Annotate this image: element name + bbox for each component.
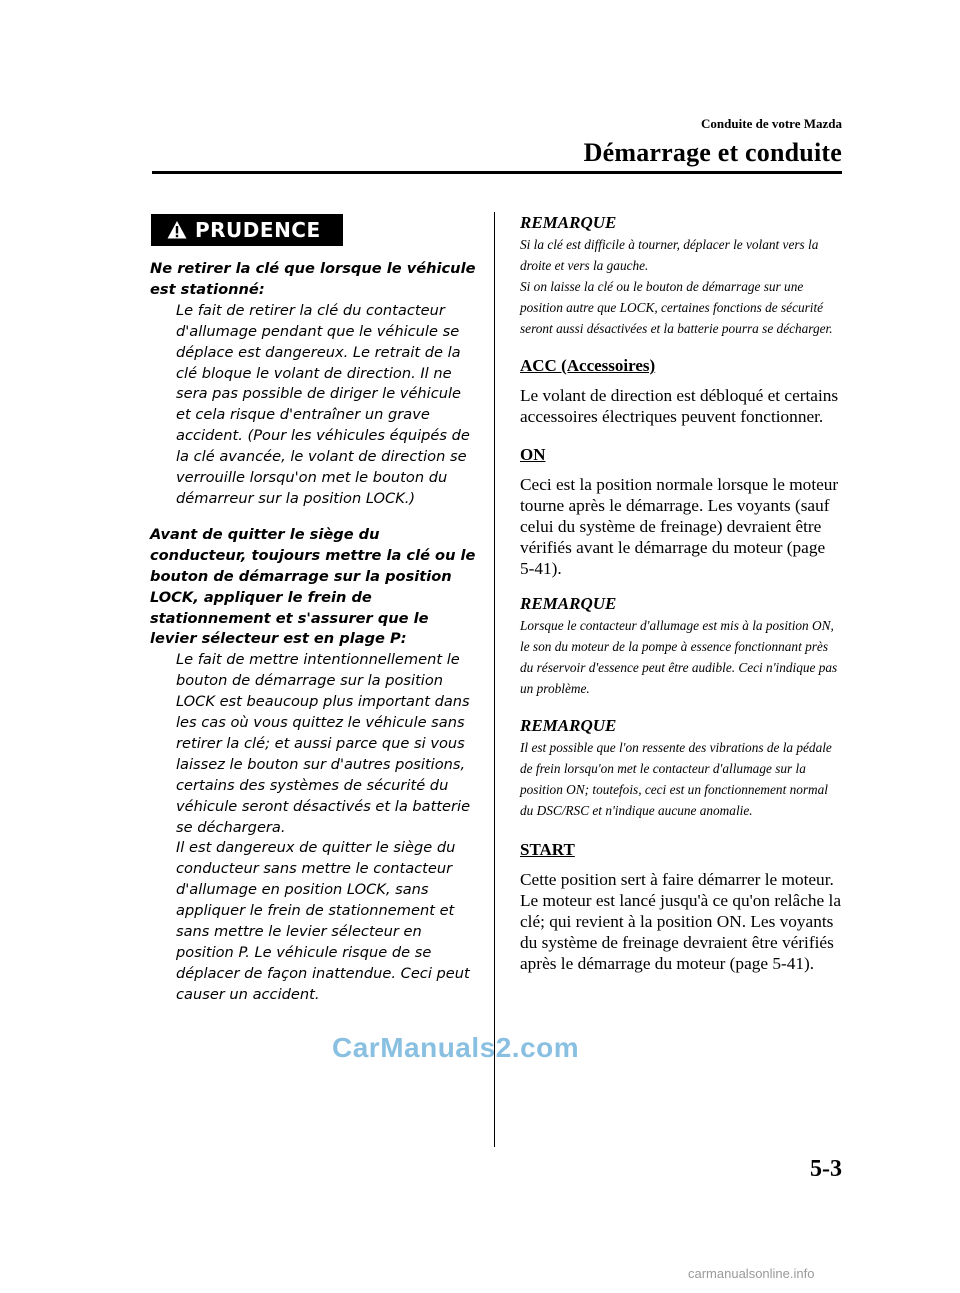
remarque-text: Si la clé est difficile à tourner, déplacer le volant vers la droite et vers la gauche. [520, 237, 819, 273]
caution-text-block [150, 259, 478, 1006]
start-heading: START [520, 840, 575, 859]
caution-body-2a: Le fait de mettre intentionnellement le bouton de démarrage sur la position LOCK est beaucoup plus important dans les cas où vous quittez le véhicule sans retirer la clé; et aussi parce que si vous laissez le bouton sur d'autres positions, certains des systèmes de sécurité du véhicule seront désactivés et la batterie se déchargera. [176, 651, 471, 836]
page-number: 5-3 [810, 1156, 842, 1182]
section-title: Conduite de votre Mazda [701, 116, 842, 131]
caution-heading-2: Avant de quitter le siège du conducteur, toujours mettre la clé ou le bouton de démarrage sur la position LOCK, appliquer le frein de stationnement et s'assurer que le levier sélecteur est en plage P: [150, 525, 476, 648]
remarque-title: REMARQUE [520, 594, 617, 613]
caution-label: PRUDENCE [195, 218, 321, 242]
main-column [520, 212, 842, 974]
caution-body-1: Le fait de retirer la clé du contacteur d'allumage pendant que le véhicule se déplace est dangereux. Le retrait de la clé bloque le volant de direction. Il ne sera pas possible de diriger le véhicule et cela risque d'entraîner un grave accident. (Pour les véhicules équipés de la clé avancée, le volant de direction se verrouille lorsqu'on met le bouton du démarreur sur la position LOCK.) [176, 301, 470, 507]
caution-banner [151, 214, 343, 246]
footer-watermark: carmanualsonline.info [688, 1266, 815, 1281]
running-header [480, 116, 842, 168]
header-rule [152, 171, 842, 174]
caution-heading-1: Ne retirer la clé que lorsque le véhicule est stationné: [150, 260, 476, 298]
column-divider [494, 212, 495, 1147]
acc-heading: ACC (Accessoires) [520, 356, 656, 375]
caution-column [150, 214, 478, 1006]
remarque-text: Il est possible que l'on ressente des vibrations de la pédale de frein lorsqu'on met le contacteur d'allumage sur la position ON; toutefois, ceci est un fonctionnement normal du DSC/RSC et n'indique aucune anomalie. [520, 740, 832, 818]
caution-body-2b: Il est dangereux de quitter le siège du conducteur sans mettre le contacteur d'allumage en position LOCK, sans appliquer le frein de stationnement et sans mettre le levier sélecteur en position P. Le véhicule risque de se déplacer de façon inattendue. Ceci peut causer un accident. [176, 839, 470, 1003]
acc-text: Le volant de direction est débloqué et certains accessoires électriques peuvent fonctionner. [520, 386, 839, 426]
chapter-title: Démarrage et conduite [583, 138, 842, 167]
remarque-title: REMARQUE [520, 213, 617, 232]
remarque-title: REMARQUE [520, 716, 617, 735]
watermark: CarManuals2.com [332, 1032, 580, 1063]
on-heading: ON [520, 445, 546, 464]
remarque-text: Lorsque le contacteur d'allumage est mis à la position ON, le son du moteur de la pompe à essence fonctionnant près du réservoir d'essence peut être audible. Ceci n'indique pas un problème. [520, 618, 838, 696]
start-text: Cette position sert à faire démarrer le moteur. Le moteur est lancé jusqu'à ce qu'on relâche la clé; qui revient à la position ON. Les voyants du système de freinage devraient être vérifiés après le démarrage du moteur (page 5-41). [520, 870, 841, 973]
warning-icon [167, 220, 187, 240]
remarque-text: Si on laisse la clé ou le bouton de démarrage sur une position autre que LOCK, certaines fonctions de sécurité seront aussi désactivées et la batterie pourra se décharger. [520, 279, 833, 336]
on-text: Ceci est la position normale lorsque le moteur tourne après le démarrage. Les voyants (sauf celui du système de freinage) devraient être vérifiés avant le démarrage du moteur (page 5-41). [520, 475, 839, 578]
